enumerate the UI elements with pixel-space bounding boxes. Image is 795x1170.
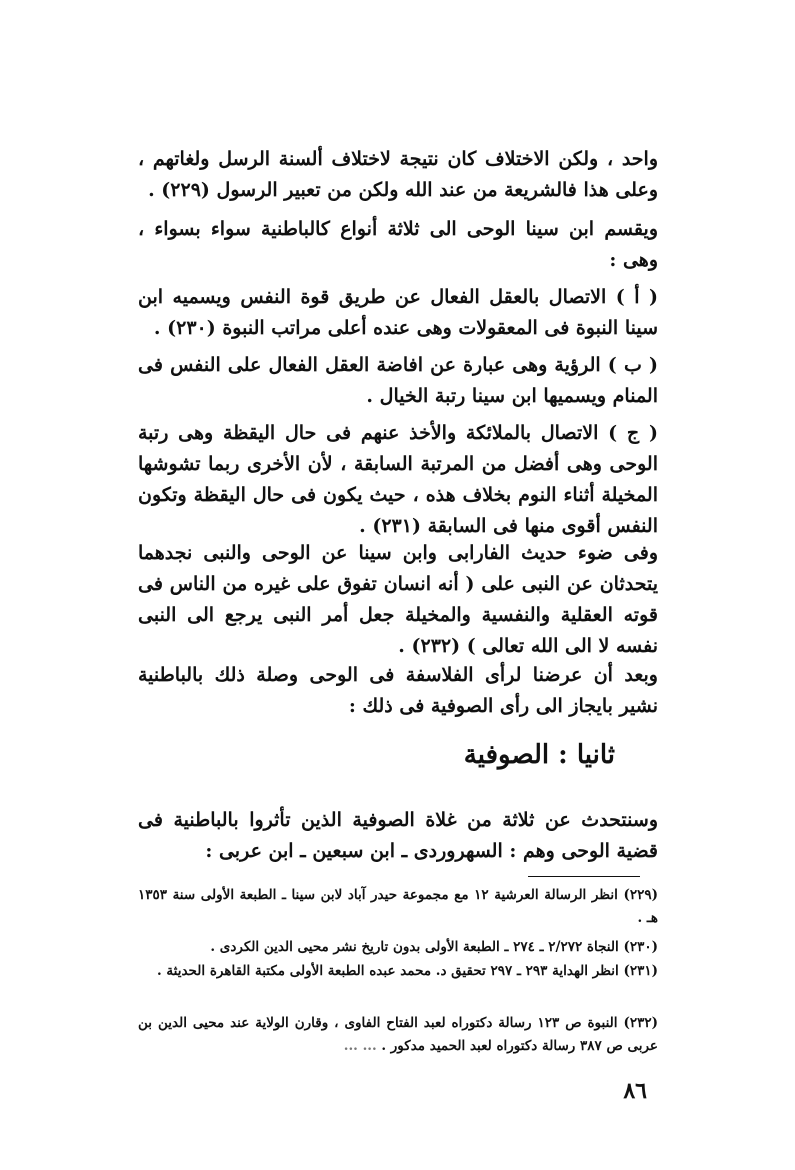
footnote-231: (٢٣١) انظر الهداية ٢٩٣ ـ ٢٩٧ تحقيق د. محمد عبده الطبعة الأولى مكتبة القاهرة الحديثة . (156, 963, 658, 979)
footnote-230: (٢٣٠) النجاة ٢/٢٧٢ ـ ٢٧٤ ـ الطبعة الأولى بدون تاريخ نشر محيى الدين الكردى . (210, 939, 658, 955)
paragraph-transition-sufism: وبعد أن عرضنا لرأى الفلاسفة فى الوحى وصلة ذلك بالباطنية نشير بايجاز الى رأى الصوفية فى ذلك : (138, 664, 658, 717)
footnote-232-dots: ... ... (343, 1038, 377, 1054)
footnote-232 (138, 1012, 658, 1058)
footnote-separator (528, 876, 640, 877)
paragraph-revelation-language: واحد ، ولكن الاختلاف كان نتيجة لاختلاف ألسنة الرسل ولغاتهم ، وعلى هذا فالشريعة من عند الله ولكن من تعبير الرسول (٢٢٩) . (138, 148, 658, 201)
footnote-232-text: (٢٣٢) النبوة ص ١٢٣ رسالة دكتوراه لعبد الفتاح الفاوى ، وقارن الولاية عند محيى الدين بن عربى ص ٣٨٧ رسالة دكتوراه لعبد الحميد مدكور . (138, 1015, 658, 1054)
paragraph-item-b: ( ب ) الرؤية وهى عبارة عن افاضة العقل الفعال على النفس فى المنام ويسميها ابن سينا رتبة الخيال . (138, 354, 658, 407)
paragraph-item-c: ( ج ) الاتصال بالملائكة والأخذ عنهم فى حال اليقظة وهى رتبة الوحى وهى أفضل من المرتبة السابقة ، لأن الأخرى ربما تشوشها المخيلة أثناء النوم بخلاف هذه ، حيث يكون فى حال اليقظة وتكون النفس أقوى منها فى السابقة (٢٣١) . (138, 422, 658, 537)
page-number: ٨٦ (623, 1078, 647, 1104)
footnote-229: (٢٢٩) انظر الرسالة العرشية ١٢ مع مجموعة حيدر آباد لابن سينا ـ الطبعة الأولى سنة ١٣٥٣ هـ . (138, 887, 658, 926)
paragraph-item-a: ( أ ) الاتصال بالعقل الفعال عن طريق قوة النفس ويسميه ابن سينا النبوة فى المعقولات وهى عنده أعلى مراتب النبوة (٢٣٠) . (138, 286, 658, 339)
paragraph-ibn-sina-division: ويقسم ابن سينا الوحى الى ثلاثة أنواع كالباطنية سواء بسواء ، وهى : (138, 218, 658, 271)
section-heading-sufism: ثانيا : الصوفية (463, 740, 615, 770)
paragraph-sufi-extremists: وسنتحدث عن ثلاثة من غلاة الصوفية الذين تأثروا بالباطنية فى قضية الوحى وهم : السهروردى ـ ابن سبعين ـ ابن عربى : (138, 809, 658, 862)
paragraph-farabi-ibn-sina: وفى ضوء حديث الفارابى وابن سينا عن الوحى والنبى نجدهما يتحدثان عن النبى على ( أنه انسان تفوق على غيره من الناس فى قوته العقلية والنفسية والمخيلة جعل أمر النبى يرجع الى النبى نفسه لا الى الله تعالى ) (٢٣٢) . (138, 542, 658, 657)
